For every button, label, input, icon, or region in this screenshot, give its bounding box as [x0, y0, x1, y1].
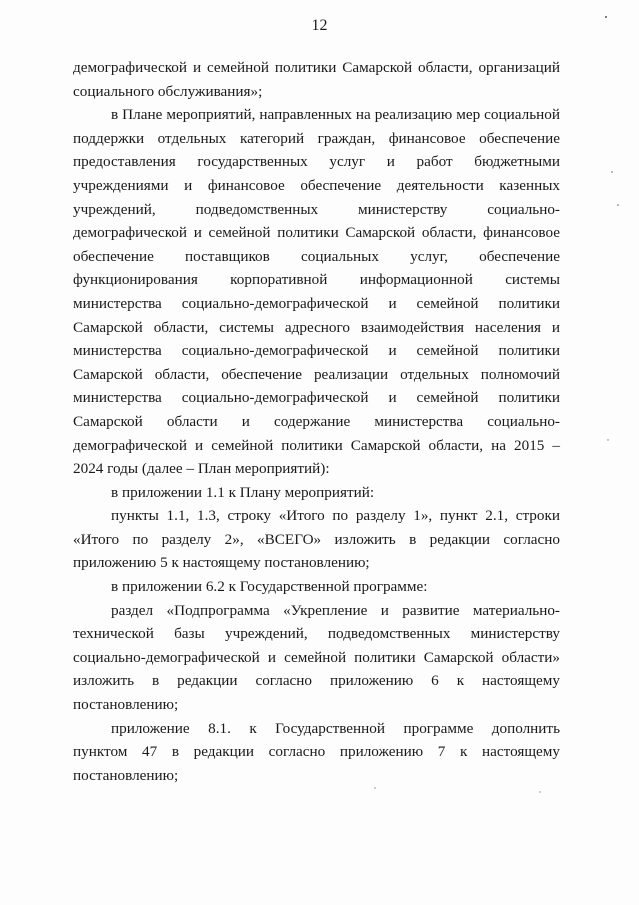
- text-line: предоставления государственных услуг и работ бюджетными: [73, 153, 560, 171]
- text-line: социально-демографической и семейной политики Самарской области»: [73, 648, 560, 666]
- text-line: учреждений, подведомственных министерству социально-: [73, 200, 560, 218]
- text-line: приложение 8.1. к Государственной программе дополнить: [111, 719, 560, 737]
- text-line: пункты 1.1, 1.3, строку «Итого по разделу 1», пункт 2.1, строки: [111, 507, 560, 525]
- text-line: постановлению;: [73, 696, 179, 714]
- text-line: поддержки отдельных категорий граждан, финансовое обеспечение: [73, 129, 560, 147]
- document-body: [73, 56, 560, 787]
- text-line: учреждениями и финансовое обеспечение деятельности казенных: [73, 176, 560, 194]
- text-line: демографической и семейной политики Самарской области, на 2015 –: [73, 436, 560, 454]
- text-line: пунктом 47 в редакции согласно приложению 7 к настоящему: [73, 743, 560, 761]
- text-line: приложению 5 к настоящему постановлению;: [73, 554, 370, 572]
- text-line: демографической и семейной политики Самарской области, организаций: [73, 59, 560, 76]
- text-line: изложить в редакции согласно приложению 6 к настоящему: [73, 672, 560, 690]
- text-line: министерства социально-демографической и семейной политики: [73, 294, 560, 312]
- text-line: министерства социально-демографической и семейной политики: [73, 342, 560, 360]
- text-line: функционирования корпоративной информационной системы: [73, 271, 560, 289]
- text-line: раздел «Подпрограмма «Укрепление и развитие материально-: [111, 601, 560, 619]
- text-line: постановлению;: [73, 766, 179, 784]
- text-line: Самарской области, системы адресного взаимодействия населения и: [73, 318, 560, 336]
- text-line: Самарской области и содержание министерства социально-: [73, 412, 560, 430]
- text-line: обеспечение поставщиков социальных услуг, обеспечение: [73, 247, 560, 265]
- text-line: в Плане мероприятий, направленных на реализацию мер социальной: [111, 106, 560, 124]
- text-line: «Итого по разделу 2», «ВСЕГО» изложить в редакции согласно: [73, 530, 560, 548]
- text-line: в приложении 1.1 к Плану мероприятий:: [111, 483, 375, 501]
- text-line: 2024 годы (далее – План мероприятий):: [73, 460, 330, 478]
- text-line: Самарской области, обеспечение реализации отдельных полномочий: [73, 365, 560, 383]
- text-line: министерства социально-демографической и семейной политики: [73, 389, 560, 407]
- text-line: социального обслуживания»;: [73, 82, 263, 100]
- text-line: демографической и семейной политики Самарской области, финансовое: [73, 224, 560, 242]
- text-line: технической базы учреждений, подведомственных министерству: [73, 625, 560, 643]
- text-line: в приложении 6.2 к Государственной программе:: [111, 578, 428, 596]
- page-number: 12: [311, 17, 328, 34]
